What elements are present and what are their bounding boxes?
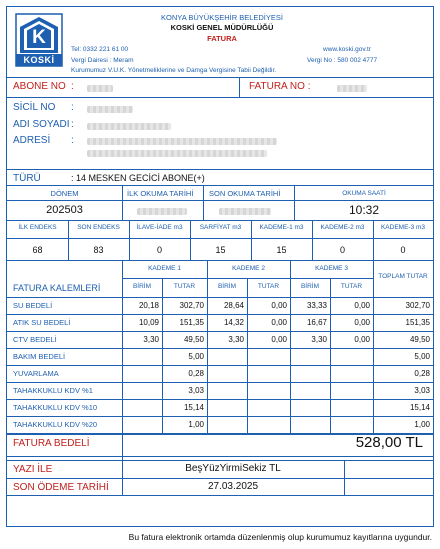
adresi-label: ADRESİ	[13, 135, 51, 146]
billing-row-0-k2t: 0,00	[271, 301, 287, 310]
billing-row-4-total: 0,28	[414, 369, 430, 378]
meter-value-3: 15	[215, 245, 226, 255]
birim-label-1: BİRİM	[217, 283, 237, 290]
billing-row-7-k1t: 1,00	[188, 420, 204, 429]
kademe3-label: KADEME 3	[315, 265, 348, 272]
fatura-bedeli-label: FATURA BEDELİ	[13, 438, 90, 449]
billing-row-2-k1t: 49,50	[183, 335, 204, 344]
meter-header-6: KADEME-3 m3	[380, 224, 426, 231]
meter-value-1: 83	[93, 245, 104, 255]
invoice-page: K KOSKİ KONYA BÜYÜKŞEHİR BELEDİYESİ KOSKİ GENEL MÜDÜRLÜĞÜ FATURA Tel: 0332 221 61 00 www.koski.gov.tr Vergi Dairesi : Meram Vergi No : 580 002 4777 Kurumumuz V.U.K. Yönetmeliklerine ve Damga Vergisine Tabii Değildir. ABONE NO : FATURA NO : SİCİL NO : ADI SOYADI : ADRESİ : TÜRÜ : 14 MESKEN GECİCİ ABONE(+) DÖNEM İLK OKUMA TARİHİ SON OKUMA TARİHİ OKUMA SAATİ 202503 10:32 İLK ENDEKS 68 SON ENDEKS 83 İLAVE-İADE m3 0 SARFİYAT m3 15 KADEME-1 m3 15 KADEME-2 m3 0 KADEME-3 m3 0 FATURA KALEMLERİ KADEME 1 KADEME 2 KADEME 3 TOPLAM TUTAR BİRİM TUTAR BİRİM TUTAR BİRİM TUTAR SU BEDELİ 20,18 302,70 28,64 0,00 33,33 0,00 302,70 ATIK SU BEDELİ 10,09 151,35 14,32 0,00 16,67 0,00 151,35 CTV BEDELİ 3,30 49,50 3,30 0,00 3,30 0,00 49,50 BAKIM BEDELİ 5,00 5,00 YUVARLAMA 0,28 0,28 TAHAKKUKLU KDV %1 3,03 3,03 TAHAKKUKLU KDV %10 15,14 15,14 TAHAKKUKLU KDV %20 1,00 1,00 FATURA BEDELİ 528,00 TL YAZI İLE BeşYüzYirmiSekiz TL SON ÖDEME TARİHİ 27.03.2025	[6, 6, 434, 527]
org-name: KONYA BÜYÜKŞEHİR BELEDİYESİ	[161, 13, 283, 22]
billing-row-name-3: BAKIM BEDELİ	[13, 352, 66, 361]
billing-row-name-2: CTV BEDELİ	[13, 335, 57, 344]
billing-row-2-k3t: 0,00	[354, 335, 370, 344]
billing-row-2-k2t: 0,00	[271, 335, 287, 344]
kademe2-label: KADEME 2	[232, 265, 265, 272]
sicil-no-label: SİCİL NO	[13, 102, 56, 113]
son-okuma-redacted	[219, 208, 271, 215]
billing-row-name-1: ATIK SU BEDELİ	[13, 318, 71, 327]
turu-label: TÜRÜ	[13, 173, 41, 184]
logo-letter: K	[32, 27, 46, 48]
meter-value-6: 0	[400, 245, 406, 255]
tutar-label-1: TUTAR	[257, 283, 280, 290]
billing-row-2-k1b: 3,30	[143, 335, 159, 344]
meter-header-0: İLK ENDEKS	[18, 224, 57, 231]
billing-row-5-total: 3,03	[414, 386, 430, 395]
billing-row-5-k1t: 3,03	[188, 386, 204, 395]
billing-row-0-k1b: 20,18	[138, 301, 159, 310]
billing-row-1-k3t: 0,00	[354, 318, 370, 327]
tax-notice: Kurumumuz V.U.K. Yönetmeliklerine ve Damga Vergisine Tabii Değildir.	[71, 67, 277, 74]
adres-line1-redacted	[87, 138, 277, 145]
billing-row-name-0: SU BEDELİ	[13, 301, 53, 310]
org-subname: KOSKİ GENEL MÜDÜRLÜĞÜ	[170, 23, 274, 32]
billing-row-name-5: TAHAKKUKLU KDV %1	[13, 386, 93, 395]
billing-row-3-total: 5,00	[414, 352, 430, 361]
billing-row-2-k3b: 3,30	[311, 335, 327, 344]
billing-row-name-7: TAHAKKUKLU KDV %20	[13, 420, 98, 429]
adi-soyadi-label: ADI SOYADI	[13, 119, 70, 130]
meter-value-4: 15	[276, 245, 287, 255]
donem-label: DÖNEM	[50, 189, 79, 198]
footer-note: Bu fatura elektronik ortamda düzenlenmiş olup kurumumuz kayıtlarına uygundur.	[128, 532, 432, 542]
billing-row-1-k2t: 0,00	[271, 318, 287, 327]
billing-row-7-total: 1,00	[414, 420, 430, 429]
billing-row-0-total: 302,70	[405, 301, 430, 310]
billing-row-0-k1t: 302,70	[179, 301, 204, 310]
meter-header-4: KADEME-1 m3	[259, 224, 304, 231]
tel: Tel: 0332 221 61 00	[71, 46, 129, 53]
kademe1-label: KADEME 1	[148, 265, 181, 272]
donem-value: 202503	[46, 204, 83, 216]
billing-row-6-k1t: 15,14	[183, 403, 204, 412]
fatura-bedeli-value: 528,00 TL	[355, 434, 423, 451]
billing-row-3-k1t: 5,00	[188, 352, 204, 361]
logo-text: KOSKİ	[23, 55, 55, 65]
website: www.koski.gov.tr	[323, 46, 371, 53]
meter-value-0: 68	[32, 245, 43, 255]
billing-row-name-6: TAHAKKUKLU KDV %10	[13, 403, 98, 412]
meter-header-2: İLAVE-İADE m3	[136, 224, 183, 231]
meter-header-3: SARFİYAT m3	[199, 224, 242, 231]
billing-row-4-k1t: 0,28	[188, 369, 204, 378]
fatura-no-redacted	[337, 85, 367, 92]
meter-value-2: 0	[156, 245, 162, 255]
yazi-ile-value: BeşYüzYirmiSekiz TL	[185, 463, 281, 474]
son-odeme-value: 27.03.2025	[207, 481, 259, 492]
fatura-no-label: FATURA NO :	[249, 81, 311, 92]
birim-label-0: BİRİM	[132, 283, 152, 290]
abone-no-label: ABONE NO	[13, 81, 66, 92]
adres-line2-redacted	[87, 150, 267, 157]
turu-value: : 14 MESKEN GECİCİ ABONE(+)	[71, 173, 205, 183]
billing-row-1-total: 151,35	[405, 318, 430, 327]
billing-row-1-k1t: 151,35	[179, 318, 204, 327]
tutar-label-2: TUTAR	[340, 283, 363, 290]
billing-row-0-k3t: 0,00	[354, 301, 370, 310]
billing-row-2-total: 49,50	[409, 335, 430, 344]
billing-row-6-total: 15,14	[409, 403, 430, 412]
fatura-kalemleri-label: FATURA KALEMLERİ	[13, 283, 101, 293]
billing-row-1-k1b: 10,09	[138, 318, 159, 327]
koski-logo	[15, 13, 63, 67]
birim-label-2: BİRİM	[300, 283, 320, 290]
billing-row-name-4: YUVARLAMA	[13, 369, 59, 378]
tax-number: Vergi No : 580 002 4777	[307, 57, 378, 64]
billing-row-0-k3b: 33,33	[306, 301, 327, 310]
tax-office: Vergi Dairesi : Meram	[71, 57, 134, 64]
okuma-saati-value: 10:32	[348, 203, 380, 217]
meter-header-1: SON ENDEKS	[77, 224, 120, 231]
billing-row-0-k2b: 28,64	[223, 301, 244, 310]
ilk-okuma-redacted	[137, 208, 187, 215]
yazi-ile-label: YAZI İLE	[13, 464, 53, 475]
adi-soyadi-redacted	[87, 123, 171, 130]
toplam-tutar-label: TOPLAM TUTAR	[378, 273, 428, 280]
son-okuma-label: SON OKUMA TARİHİ	[209, 189, 281, 198]
tutar-label-0: TUTAR	[173, 283, 196, 290]
son-odeme-label: SON ÖDEME TARİHİ	[13, 482, 109, 493]
okuma-saati-label: OKUMA SAATİ	[342, 190, 386, 197]
meter-header-5: KADEME-2 m3	[320, 224, 365, 231]
abone-no-redacted	[87, 85, 113, 92]
billing-row-1-k2b: 14,32	[223, 318, 244, 327]
doc-type: FATURA	[207, 34, 237, 43]
ilk-okuma-label: İLK OKUMA TARİHİ	[127, 189, 194, 198]
meter-value-5: 0	[339, 245, 345, 255]
billing-row-2-k2b: 3,30	[228, 335, 244, 344]
billing-row-1-k3b: 16,67	[306, 318, 327, 327]
sicil-no-redacted	[87, 106, 133, 113]
